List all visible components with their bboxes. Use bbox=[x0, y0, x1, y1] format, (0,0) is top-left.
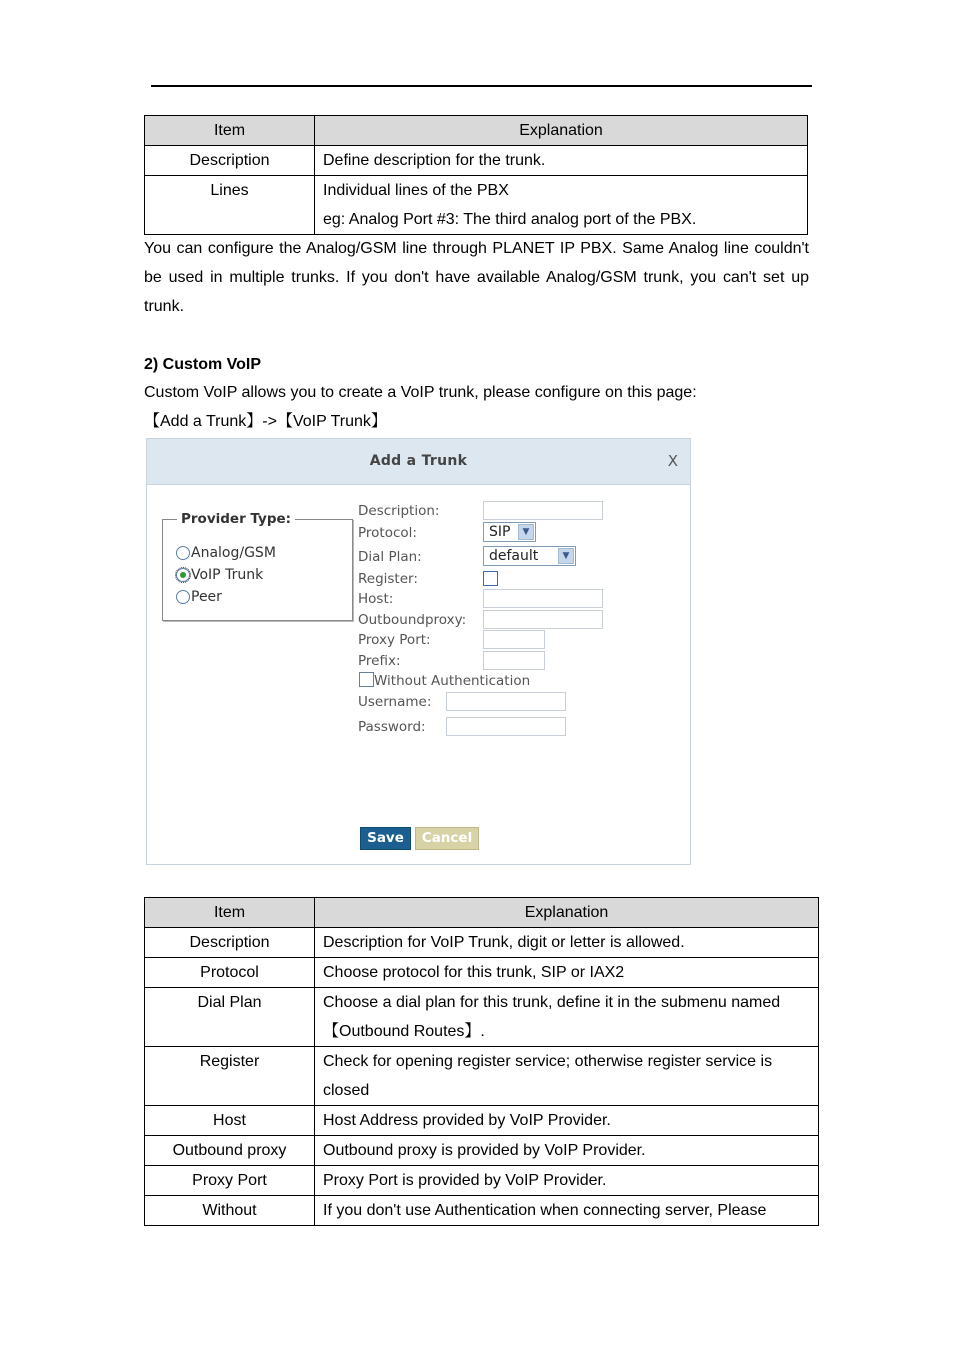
outboundproxy-input[interactable] bbox=[483, 610, 603, 629]
table-row bbox=[145, 176, 808, 235]
dialog-titlebar bbox=[147, 439, 690, 485]
row-item: Without bbox=[145, 1196, 315, 1226]
radio-icon[interactable] bbox=[176, 590, 190, 604]
row-explanation bbox=[315, 1166, 819, 1196]
save-button[interactable]: Save bbox=[360, 827, 411, 850]
explanation-line: Proxy Port is provided by VoIP Provider. bbox=[323, 1172, 607, 1189]
table-row bbox=[145, 928, 819, 958]
table-row bbox=[145, 1047, 819, 1106]
voip-trunk-table bbox=[144, 897, 819, 1226]
dial-plan-value: default bbox=[489, 548, 539, 564]
row-explanation bbox=[315, 1106, 819, 1136]
row-item: Protocol bbox=[145, 958, 315, 988]
table-row bbox=[145, 988, 819, 1047]
table-row bbox=[145, 1136, 819, 1166]
header-item: Item bbox=[145, 116, 315, 146]
row-explanation bbox=[315, 176, 808, 235]
section-heading: 2) Custom VoIP bbox=[144, 356, 262, 373]
explanation-line: Host Address provided by VoIP Provider. bbox=[323, 1112, 611, 1129]
dial-plan-label: Dial Plan: bbox=[358, 549, 422, 565]
dialog-title: Add a Trunk bbox=[369, 453, 468, 469]
table-row bbox=[145, 1166, 819, 1196]
row-explanation bbox=[315, 958, 819, 988]
row-explanation bbox=[315, 1196, 819, 1226]
radio-label: Peer bbox=[191, 589, 222, 605]
protocol-select[interactable] bbox=[483, 522, 536, 542]
explanation-line: Individual lines of the PBX bbox=[323, 182, 509, 199]
row-item: Dial Plan bbox=[145, 988, 315, 1047]
add-trunk-dialog bbox=[146, 438, 691, 865]
username-label: Username: bbox=[358, 694, 432, 710]
radio-checked-icon[interactable] bbox=[176, 568, 190, 582]
radio-icon[interactable] bbox=[176, 546, 190, 560]
without-auth-label: Without Authentication bbox=[374, 673, 531, 689]
section-intro: Custom VoIP allows you to create a VoIP trunk, please configure on this page: bbox=[144, 384, 697, 401]
explanation-line: Description for VoIP Trunk, digit or letter is allowed. bbox=[323, 934, 685, 951]
prefix-label: Prefix: bbox=[358, 653, 401, 669]
row-item: Description bbox=[145, 928, 315, 958]
radio-label: Analog/GSM bbox=[191, 545, 276, 561]
header-explanation: Explanation bbox=[315, 116, 808, 146]
explanation-line: Outbound proxy is provided by VoIP Provider. bbox=[323, 1142, 646, 1159]
close-icon[interactable]: X bbox=[667, 452, 678, 470]
password-input[interactable] bbox=[446, 717, 566, 736]
chevron-down-icon[interactable]: ▼ bbox=[518, 524, 534, 540]
dial-plan-select[interactable] bbox=[483, 546, 576, 566]
protocol-value: SIP bbox=[489, 524, 511, 540]
radio-label: VoIP Trunk bbox=[191, 567, 264, 583]
table-row bbox=[145, 1106, 819, 1136]
explanation-line: Define description for the trunk. bbox=[323, 152, 546, 169]
trunk-lines-table bbox=[144, 115, 808, 235]
explanation-line: Check for opening register service; otherwise register service is bbox=[323, 1053, 773, 1070]
row-explanation bbox=[315, 1136, 819, 1166]
host-label: Host: bbox=[358, 591, 394, 607]
explanation-line: eg: Analog Port #3: The third analog port of the PBX. bbox=[323, 211, 697, 228]
header-rule bbox=[151, 85, 812, 87]
description-input[interactable] bbox=[483, 501, 603, 520]
prefix-input[interactable] bbox=[483, 651, 545, 670]
explanation-line: closed bbox=[323, 1082, 370, 1099]
description-label: Description: bbox=[358, 503, 440, 519]
table-row bbox=[145, 1196, 819, 1226]
header-item: Item bbox=[145, 898, 315, 928]
register-label: Register: bbox=[358, 571, 418, 587]
row-item: Host bbox=[145, 1106, 315, 1136]
analog-config-paragraph: You can configure the Analog/GSM line through PLANET IP PBX. Same Analog line couldn't be used in multiple trunks. If you don't have available Analog/GSM trunk, you can't set up trunk. bbox=[144, 240, 809, 315]
provider-type-legend: Provider Type: bbox=[177, 511, 295, 527]
register-checkbox[interactable] bbox=[483, 571, 498, 586]
without-auth-checkbox[interactable] bbox=[359, 672, 374, 687]
row-explanation bbox=[315, 1047, 819, 1106]
proxy-port-label: Proxy Port: bbox=[358, 632, 431, 648]
cancel-button[interactable]: Cancel bbox=[415, 827, 479, 850]
provider-type-group bbox=[162, 511, 353, 621]
host-input[interactable] bbox=[483, 589, 603, 608]
table-row bbox=[145, 146, 808, 176]
chevron-down-icon[interactable]: ▼ bbox=[558, 548, 574, 564]
row-item: Lines bbox=[145, 176, 315, 235]
row-explanation bbox=[315, 146, 808, 176]
explanation-line: If you don't use Authentication when connecting server, Please bbox=[323, 1202, 767, 1219]
protocol-label: Protocol: bbox=[358, 525, 417, 541]
username-input[interactable] bbox=[446, 692, 566, 711]
menu-path: 【Add a Trunk】->【VoIP Trunk】 bbox=[144, 413, 387, 430]
table-header-row bbox=[145, 116, 808, 146]
table-header-row bbox=[145, 898, 819, 928]
table-row bbox=[145, 958, 819, 988]
radio-analog-gsm[interactable] bbox=[176, 545, 276, 561]
row-item: Register bbox=[145, 1047, 315, 1106]
explanation-line: Choose protocol for this trunk, SIP or IAX2 bbox=[323, 964, 625, 981]
row-explanation bbox=[315, 988, 819, 1047]
outboundproxy-label: Outboundproxy: bbox=[358, 612, 467, 628]
row-item: Description bbox=[145, 146, 315, 176]
explanation-line: Choose a dial plan for this trunk, define it in the submenu named bbox=[323, 994, 781, 1011]
header-explanation: Explanation bbox=[315, 898, 819, 928]
radio-peer[interactable] bbox=[176, 589, 222, 605]
proxy-port-input[interactable] bbox=[483, 630, 545, 649]
explanation-line: 【Outbound Routes】. bbox=[323, 1023, 485, 1040]
row-item: Proxy Port bbox=[145, 1166, 315, 1196]
password-label: Password: bbox=[358, 719, 426, 735]
radio-voip-trunk[interactable] bbox=[176, 567, 263, 583]
row-item: Outbound proxy bbox=[145, 1136, 315, 1166]
row-explanation bbox=[315, 928, 819, 958]
